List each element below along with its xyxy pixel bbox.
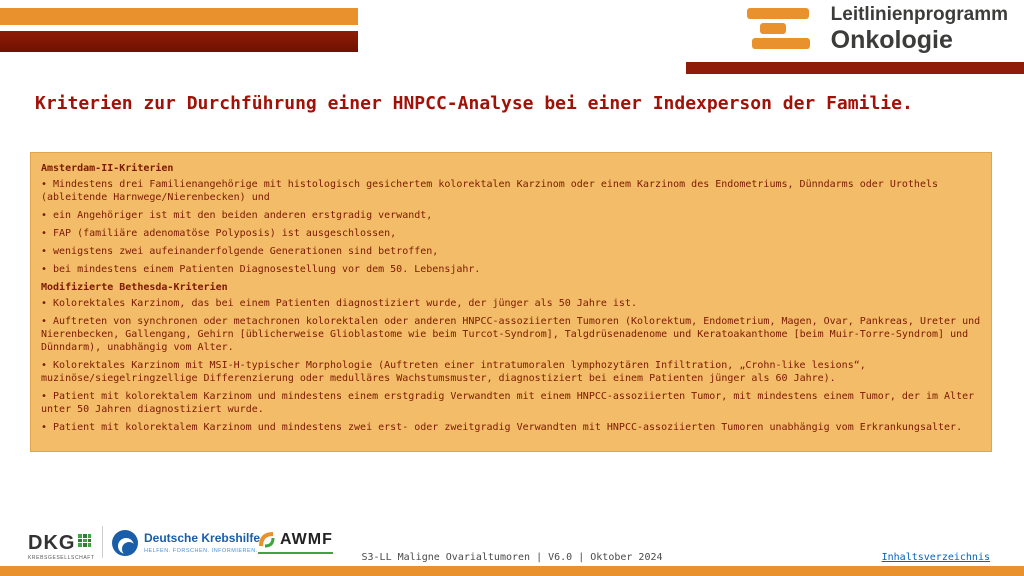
criteria-box — [30, 152, 992, 452]
slide-footer-text: S3-LL Maligne Ovarialtumoren | V6.0 | Oktober 2024 — [361, 552, 663, 563]
krebshilfe-wordmark: Deutsche Krebshilfe — [144, 531, 261, 546]
bullet-text: FAP (familiäre adenomatöse Polyposis) ist ausgeschlossen, — [53, 228, 397, 239]
leitlinienprogramm-logo — [747, 5, 1008, 56]
bullet-marker: • — [41, 422, 48, 433]
bullet-marker: • — [41, 228, 48, 239]
bullet-text: Patient mit kolorektalem Karzinom und mindestens zwei erst- oder zweitgradig Verwandten mit HNPCC-assoziierten Tumoren unabhängig vom Erkrankungsalter. — [53, 422, 963, 433]
logo-line-2: Onkologie — [830, 26, 953, 54]
inhaltsverzeichnis-link[interactable]: Inhaltsverzeichnis — [881, 552, 990, 563]
awmf-wordmark: AWMF — [280, 531, 333, 548]
leitlinienprogramm-bars-icon — [747, 8, 819, 56]
bethesda-bullet-list — [41, 297, 981, 434]
logo-line-1: Leitlinienprogramm — [830, 4, 1008, 25]
bullet-text: bei mindestens einem Patienten Diagnosestellung vor dem 50. Lebensjahr. — [53, 264, 481, 275]
bullet-marker: • — [41, 298, 48, 309]
slide-title: Kriterien zur Durchführung einer HNPCC-Analyse bei einer Indexperson der Familie. — [35, 93, 913, 114]
dkg-grid-icon — [78, 534, 91, 547]
bullet-marker: • — [41, 316, 48, 327]
bullet-marker: • — [41, 210, 48, 221]
bullet-marker: • — [41, 246, 48, 257]
bullet-marker: • — [41, 360, 48, 371]
bethesda-heading: Modifizierte Bethesda-Kriterien — [41, 282, 228, 293]
amsterdam-bullet-list — [41, 178, 981, 276]
footer — [0, 516, 1024, 566]
dkg-wordmark: DKG — [28, 532, 76, 554]
bullet-text: Kolorektales Karzinom mit MSI-H-typischer Morphologie (Auftreten einer intratumoralen lymphozytären Infiltration, „Crohn-like lesions“, muzinöse/siegelringzellige Differenzierung oder medulläres Wachstumsmuster, diagnostiziert bei einem Patienten jünger als 60 Jahre). — [41, 360, 866, 384]
awmf-logo — [258, 531, 333, 554]
logo-text — [831, 5, 1008, 53]
list-item — [41, 178, 981, 204]
list-item — [41, 421, 981, 434]
bullet-text: Auftreten von synchronen oder metachronen kolorektalen oder anderen HNPCC-assoziierten Tumoren (Kolorektum, Endometrium, Magen, Ovar, Pankreas, Ureter und Nierenbecken, Gallengang, Gehirn [üblicherweise Glioblastome wie beim Turcot-Syndrom], Talgdrüsenadenome und Keratoakanthome [beim Muir-Torre-Syndrom] und Dünndarm), unabhängig vom Alter. — [41, 316, 981, 353]
bullet-marker: • — [41, 391, 48, 402]
bullet-text: Patient mit kolorektalem Karzinom und mindestens einem erstgradig Verwandten mit einem HNPCC-assoziierten Tumor, mit mindestens einem Tumor, der im Alter unter 50 Jahren diagnostiziert wurde. — [41, 391, 975, 415]
bullet-text: Kolorektales Karzinom, das bei einem Patienten diagnostiziert wurde, der jünger als 50 Jahre ist. — [53, 298, 637, 309]
list-item — [41, 315, 981, 354]
krebshilfe-tagline: HELFEN. FORSCHEN. INFORMIEREN. — [144, 547, 258, 554]
bottom-orange-bar — [0, 566, 1024, 576]
list-item — [41, 209, 981, 222]
list-item — [41, 227, 981, 240]
dkg-subtitle: KREBSGESELLSCHAFT — [28, 555, 95, 561]
list-item — [41, 263, 981, 276]
decor-bar-darkred — [0, 31, 358, 52]
list-item — [41, 359, 981, 385]
bullet-marker: • — [41, 179, 48, 190]
amsterdam-heading: Amsterdam-II-Kriterien — [41, 163, 174, 174]
bullet-text: ein Angehöriger ist mit den beiden anderen erstgradig verwandt, — [53, 210, 433, 221]
decor-bar-orange — [0, 8, 358, 25]
list-item — [41, 245, 981, 258]
list-item — [41, 297, 981, 310]
bullet-marker: • — [41, 264, 48, 275]
awmf-emblem-icon — [258, 531, 276, 549]
list-item — [41, 390, 981, 416]
bullet-text: Mindestens drei Familienangehörige mit histologisch gesichertem kolorektalen Karzinom oder einem Karzinom des Endometriums, Dünndarms oder Urothels (ableitende Harnwege/Nierenbecken) und — [41, 179, 939, 203]
logo-underbar — [686, 62, 1024, 74]
bullet-text: wenigstens zwei aufeinanderfolgende Generationen sind betroffen, — [53, 246, 439, 257]
